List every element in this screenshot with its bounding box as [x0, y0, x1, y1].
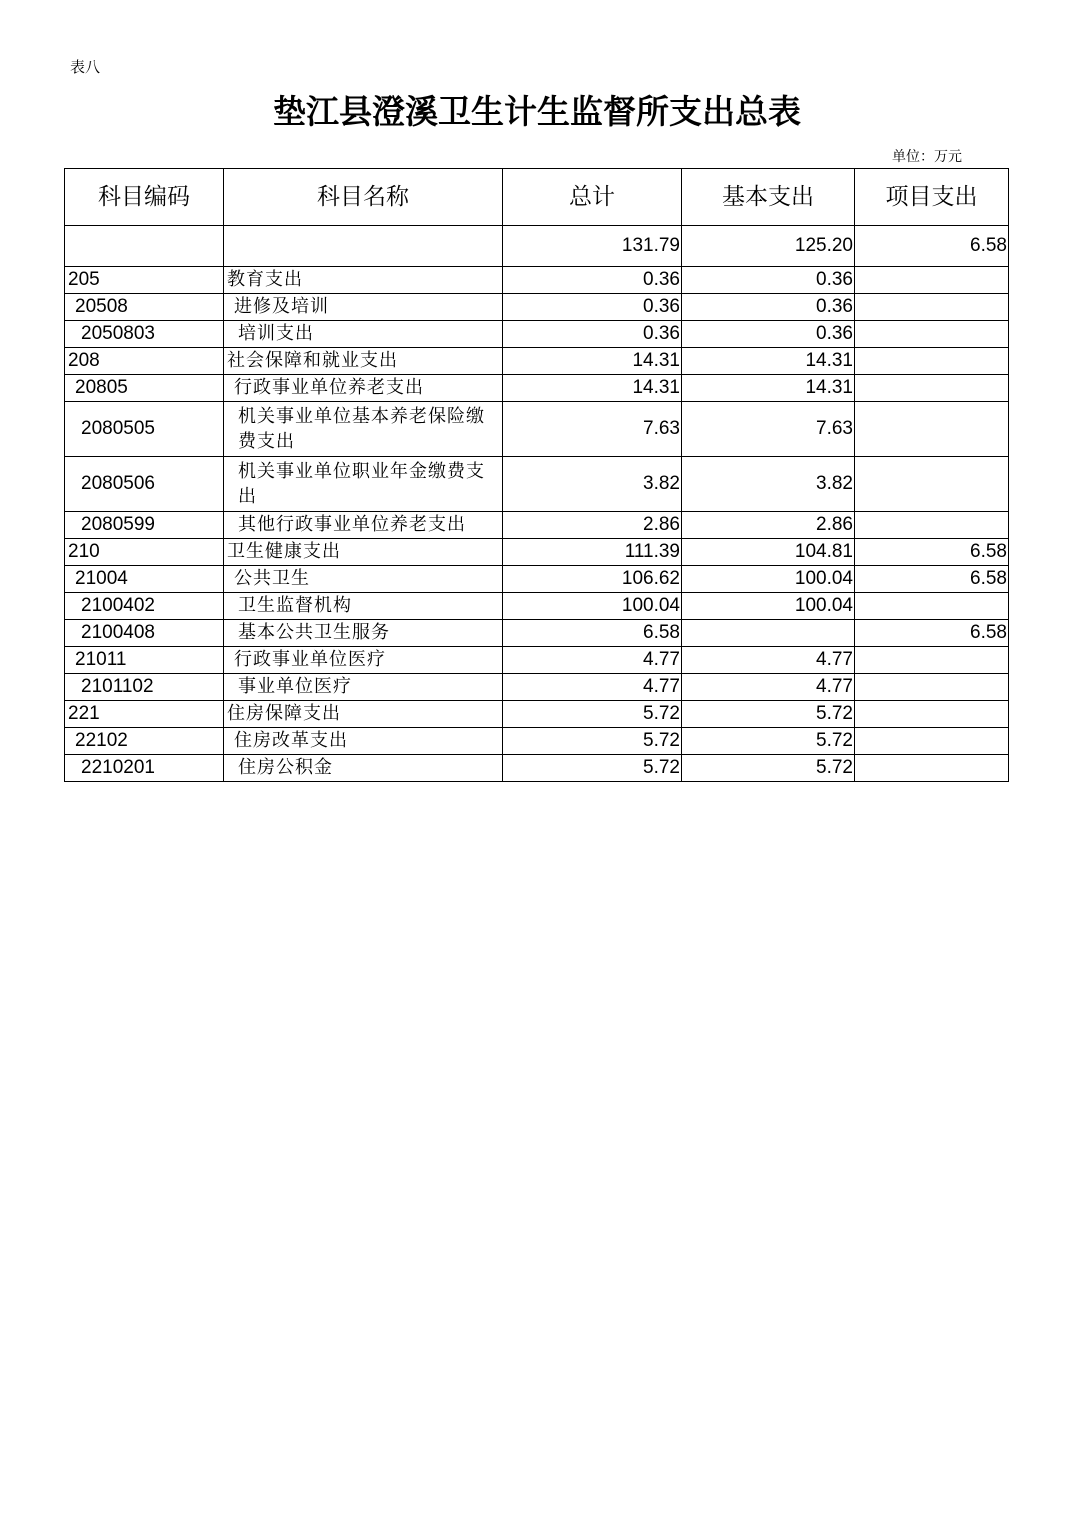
- code-cell: 2080599: [65, 512, 224, 539]
- name-cell: 住房公积金: [224, 755, 503, 782]
- code-cell: 208: [65, 348, 224, 375]
- column-header-total: 总计: [503, 169, 682, 226]
- code-cell: 2080506: [65, 457, 224, 512]
- total-cell: 14.31: [503, 375, 682, 402]
- name-cell: 教育支出: [224, 267, 503, 294]
- total-cell: 5.72: [503, 701, 682, 728]
- project-cell: 6.58: [855, 566, 1009, 593]
- total-cell: 0.36: [503, 267, 682, 294]
- total-cell: 6.58: [503, 620, 682, 647]
- column-header-name: 科目名称: [224, 169, 503, 226]
- basic-cell: 0.36: [682, 294, 855, 321]
- name-cell: 行政事业单位医疗: [224, 647, 503, 674]
- table-row: [65, 294, 1009, 321]
- total-cell: 4.77: [503, 647, 682, 674]
- table-row: [65, 457, 1009, 512]
- table-row: [65, 375, 1009, 402]
- code-cell: 221: [65, 701, 224, 728]
- basic-cell: 0.36: [682, 321, 855, 348]
- table-number: 表八: [70, 58, 101, 76]
- table-row: [65, 348, 1009, 375]
- basic-cell: 100.04: [682, 566, 855, 593]
- basic-cell: 3.82: [682, 457, 855, 512]
- basic-cell: [682, 620, 855, 647]
- total-name-cell: [224, 226, 503, 267]
- basic-cell: 5.72: [682, 701, 855, 728]
- basic-cell: 104.81: [682, 539, 855, 566]
- name-cell: 社会保障和就业支出: [224, 348, 503, 375]
- basic-cell: 100.04: [682, 593, 855, 620]
- basic-cell: 14.31: [682, 348, 855, 375]
- header-row: [65, 169, 1009, 226]
- basic-cell: 4.77: [682, 647, 855, 674]
- project-cell: [855, 593, 1009, 620]
- project-cell: [855, 755, 1009, 782]
- total-code-cell: [65, 226, 224, 267]
- basic-cell: 14.31: [682, 375, 855, 402]
- code-cell: 205: [65, 267, 224, 294]
- table-row: [65, 620, 1009, 647]
- table-row: [65, 728, 1009, 755]
- project-cell: [855, 375, 1009, 402]
- project-cell: [855, 267, 1009, 294]
- table-row: [65, 674, 1009, 701]
- basic-cell: 4.77: [682, 674, 855, 701]
- code-cell: 210: [65, 539, 224, 566]
- project-cell: 6.58: [855, 620, 1009, 647]
- project-cell: [855, 348, 1009, 375]
- expenditure-table: [64, 168, 1009, 782]
- table-row: [65, 755, 1009, 782]
- table-row: [65, 647, 1009, 674]
- total-cell: 100.04: [503, 593, 682, 620]
- name-cell: 卫生健康支出: [224, 539, 503, 566]
- total-basic-cell: 125.20: [682, 226, 855, 267]
- basic-cell: 2.86: [682, 512, 855, 539]
- name-cell: 住房改革支出: [224, 728, 503, 755]
- table-row: [65, 267, 1009, 294]
- code-cell: 2210201: [65, 755, 224, 782]
- name-cell: 基本公共卫生服务: [224, 620, 503, 647]
- name-cell: 住房保障支出: [224, 701, 503, 728]
- project-cell: [855, 701, 1009, 728]
- name-cell: 行政事业单位养老支出: [224, 375, 503, 402]
- table-row: [65, 701, 1009, 728]
- page-title: 垫江县澄溪卫生计生监督所支出总表: [273, 92, 801, 131]
- code-cell: 22102: [65, 728, 224, 755]
- name-cell: 进修及培训: [224, 294, 503, 321]
- code-cell: 21004: [65, 566, 224, 593]
- project-cell: 6.58: [855, 539, 1009, 566]
- code-cell: 2100408: [65, 620, 224, 647]
- total-row: [65, 226, 1009, 267]
- name-cell: 公共卫生: [224, 566, 503, 593]
- code-cell: 20805: [65, 375, 224, 402]
- table-row: [65, 512, 1009, 539]
- unit-label: 单位：万元: [892, 149, 962, 165]
- table-row: [65, 539, 1009, 566]
- column-header-basic: 基本支出: [682, 169, 855, 226]
- total-cell: 0.36: [503, 294, 682, 321]
- name-cell: 机关事业单位职业年金缴费支出: [224, 457, 503, 512]
- total-cell: 0.36: [503, 321, 682, 348]
- table-row: [65, 566, 1009, 593]
- name-cell: 其他行政事业单位养老支出: [224, 512, 503, 539]
- total-cell: 5.72: [503, 755, 682, 782]
- code-cell: 2050803: [65, 321, 224, 348]
- column-header-code: 科目编码: [65, 169, 224, 226]
- total-cell: 4.77: [503, 674, 682, 701]
- total-cell: 3.82: [503, 457, 682, 512]
- total-cell: 7.63: [503, 402, 682, 457]
- name-cell: 培训支出: [224, 321, 503, 348]
- total-cell: 111.39: [503, 539, 682, 566]
- total-cell: 14.31: [503, 348, 682, 375]
- code-cell: 2080505: [65, 402, 224, 457]
- total-amount-cell: 131.79: [503, 226, 682, 267]
- table-row: [65, 593, 1009, 620]
- column-header-project: 项目支出: [855, 169, 1009, 226]
- project-cell: [855, 402, 1009, 457]
- total-cell: 5.72: [503, 728, 682, 755]
- total-cell: 2.86: [503, 512, 682, 539]
- project-cell: [855, 674, 1009, 701]
- name-cell: 卫生监督机构: [224, 593, 503, 620]
- total-cell: 106.62: [503, 566, 682, 593]
- code-cell: 2101102: [65, 674, 224, 701]
- table-row: [65, 402, 1009, 457]
- name-cell: 机关事业单位基本养老保险缴费支出: [224, 402, 503, 457]
- table-row: [65, 321, 1009, 348]
- basic-cell: 7.63: [682, 402, 855, 457]
- name-cell: 事业单位医疗: [224, 674, 503, 701]
- code-cell: 2100402: [65, 593, 224, 620]
- project-cell: [855, 321, 1009, 348]
- code-cell: 20508: [65, 294, 224, 321]
- code-cell: 21011: [65, 647, 224, 674]
- basic-cell: 5.72: [682, 728, 855, 755]
- basic-cell: 5.72: [682, 755, 855, 782]
- project-cell: [855, 728, 1009, 755]
- project-cell: [855, 512, 1009, 539]
- total-project-cell: 6.58: [855, 226, 1009, 267]
- basic-cell: 0.36: [682, 267, 855, 294]
- project-cell: [855, 457, 1009, 512]
- project-cell: [855, 294, 1009, 321]
- project-cell: [855, 647, 1009, 674]
